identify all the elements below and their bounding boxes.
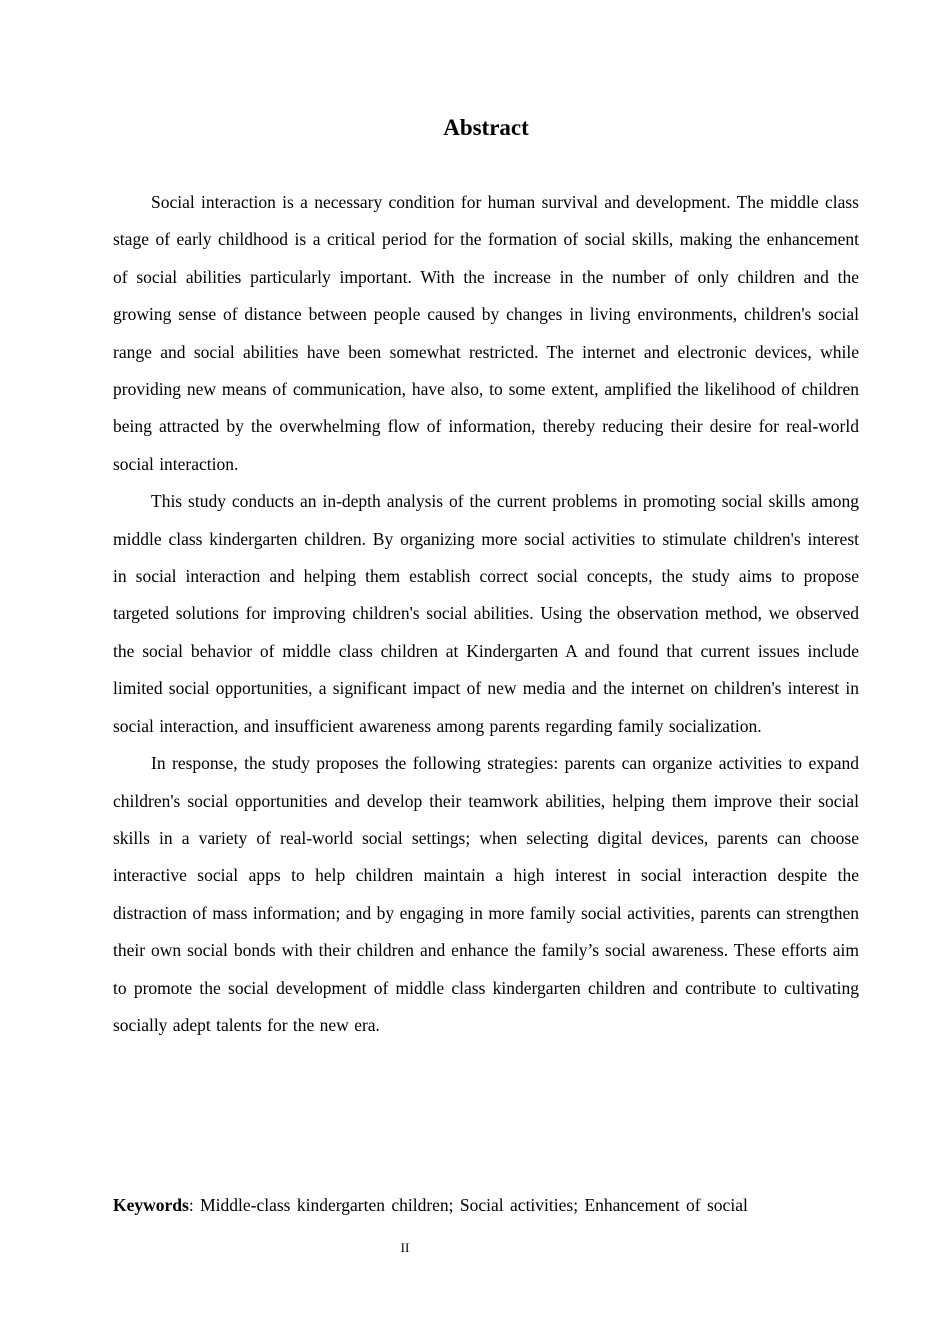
page-title: Abstract [443, 115, 529, 140]
abstract-body [113, 184, 859, 1044]
keywords-separator: : [188, 1195, 194, 1215]
keywords-text: Middle-class kindergarten children; Social activities; Enhancement of social [200, 1195, 748, 1215]
keywords-line [113, 1190, 859, 1220]
page-number: II [400, 1240, 410, 1255]
abstract-paragraph-2: This study conducts an in-depth analysis of the current problems in promoting social skills among middle class kindergarten children. By organizing more social activities to stimulate children's interest in social interaction and helping them establish correct social concepts, the study aims to propose targeted solutions for improving children's social abilities. Using the observation method, we observed the social behavior of middle class children at Kindergarten A and found that current issues include limited social opportunities, a significant impact of new media and the internet on children's interest in social interaction, and insufficient awareness among parents regarding family socialization. [113, 491, 859, 736]
keywords-label: Keywords [113, 1195, 189, 1215]
abstract-paragraph-3: In response, the study proposes the following strategies: parents can organize activities to expand children's social opportunities and develop their teamwork abilities, helping them improve their social skills in a variety of real-world social settings; when selecting digital devices, parents can choose interactive social apps to help children maintain a high interest in social interaction despite the distraction of mass information; and by engaging in more family social activities, parents can strengthen their own social bonds with their children and enhance the family’s social awareness. These efforts aim to promote the social development of middle class kindergarten children and contribute to cultivating socially adept talents for the new era. [113, 753, 859, 1035]
abstract-paragraph-1: Social interaction is a necessary condition for human survival and development. The middle class stage of early childhood is a critical period for the formation of social skills, making the enhancement of social abilities particularly important. With the increase in the number of only children and the growing sense of distance between people caused by changes in living environments, children's social range and social abilities have been somewhat restricted. The internet and electronic devices, while providing new means of communication, have also, to some extent, amplified the likelihood of children being attracted by the overwhelming flow of information, thereby reducing their desire for real-world social interaction. [113, 192, 859, 474]
